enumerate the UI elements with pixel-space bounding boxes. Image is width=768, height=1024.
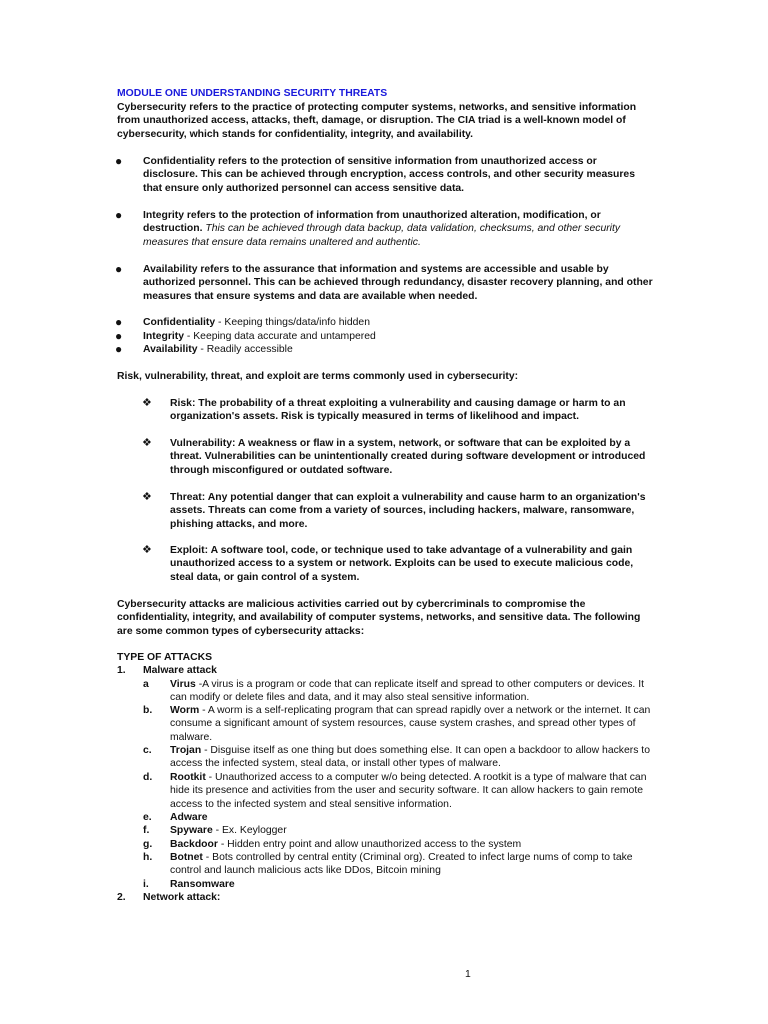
cia-short-desc: - Readily accessible (197, 344, 293, 355)
diamond-bullet-icon: ❖ (142, 437, 152, 449)
bullet-icon: ● (115, 262, 123, 276)
diamond-bullet-icon: ❖ (142, 397, 152, 409)
sub-letter: f. (143, 825, 150, 836)
sub-letter: a (143, 679, 149, 690)
malware-desc: - A worm is a self-replicating program that can spread rapidly over a network or the internet. It can consume a significant amount of system resources, cause system crashes, and spread other types of malware. (170, 705, 651, 743)
term-risk: Risk: The probability of a threat exploiting a vulnerability and causing damage or harm to an organization's assets. Risk is typically measured in terms of likelihood and impact. (170, 398, 626, 423)
malware-term: Virus (170, 679, 196, 690)
cia-short-desc: - Keeping data accurate and untampered (184, 331, 376, 342)
malware-desc: - Ex. Keylogger (212, 825, 287, 836)
list-label-network: Network attack: (143, 892, 221, 903)
cia-short-term: Integrity (143, 331, 184, 342)
sub-letter: c. (143, 745, 152, 756)
cia-item-integrity (143, 209, 653, 249)
term-vulnerability: Vulnerability: A weakness or flaw in a system, network, or software that can be exploited by a threat. Vulnerabilities can be unintentionally created during software development or introduced through misconfigured or outdated software. (170, 438, 646, 476)
bullet-icon: ● (115, 342, 123, 356)
malware-desc: - Bots controlled by central entity (Criminal org). Created to infect large nums of comp to take control and launch malicious acts like DDos, Bitcoin mining (170, 852, 633, 877)
malware-item-spyware (170, 824, 655, 837)
cia-item-text: Confidentiality refers to the protection of sensitive information from unauthorized access or disclosure. This can be achieved through encryption, access controls, and other security measures that ensure only authorized personnel can access sensitive data. (143, 156, 635, 194)
malware-term: Ransomware (170, 879, 235, 890)
sub-letter: h. (143, 852, 153, 863)
cia-short-term: Availability (143, 344, 198, 355)
types-heading: TYPE OF ATTACKS (117, 652, 213, 663)
sub-letter: i. (143, 879, 149, 890)
page-title: MODULE ONE UNDERSTANDING SECURITY THREATS (117, 88, 388, 99)
sub-letter: b. (143, 705, 153, 716)
cia-short-item (143, 316, 653, 329)
malware-desc: - Hidden entry point and allow unauthorized access to the system (217, 839, 522, 850)
malware-term: Trojan (170, 745, 202, 756)
sub-letter: e. (143, 812, 152, 823)
attacks-intro: Cybersecurity attacks are malicious activities carried out by cybercriminals to compromise the confidentiality, integrity, and availability of computer systems, networks, and sensitive data. The following are some common types of cybersecurity attacks: (117, 599, 641, 637)
diamond-bullet-icon: ❖ (142, 491, 152, 503)
cia-item-text: Integrity refers to the protection of information from unauthorized alteration, modification, or destruction. (143, 210, 601, 235)
cia-short-item (143, 330, 653, 343)
cia-short-item (143, 343, 653, 356)
cia-item-text: Availability refers to the assurance that information and systems are accessible and usable by authorized personnel. This can be achieved through redundancy, disaster recovery planning, and other measures that ensure systems and data are available when needed. (143, 264, 653, 302)
list-label-malware: Malware attack (143, 665, 217, 676)
cia-item-italic-text: This can be achieved through data backup, data validation, checksums, and other security measures that ensure data remains unaltered and authentic. (143, 223, 621, 248)
list-number: 1. (117, 665, 126, 676)
bullet-icon: ● (115, 154, 123, 168)
term-exploit: Exploit: A software tool, code, or technique used to take advantage of a vulnerability and gain unauthorized access to a system or network. Exploits can be used to execute malicious code, steal data, or gain control of a system. (170, 545, 634, 583)
bullet-icon: ● (115, 329, 123, 343)
sub-letter: d. (143, 772, 153, 783)
malware-item-ransomware (170, 878, 655, 891)
terms-intro: Risk, vulnerability, threat, and exploit are terms commonly used in cybersecurity: (117, 371, 519, 382)
bullet-icon: ● (115, 208, 123, 222)
malware-term: Backdoor (170, 839, 218, 850)
malware-item-backdoor (170, 838, 655, 851)
malware-desc: -A virus is a program or code that can replicate itself and spread to other computers or devices. It can modify or delete files and data, and it may also steal sensitive information. (170, 679, 644, 704)
cia-short-term: Confidentiality (143, 317, 216, 328)
list-number: 2. (117, 892, 126, 903)
cia-short-desc: - Keeping things/data/info hidden (215, 317, 370, 328)
malware-item-worm (170, 704, 655, 744)
bullet-icon: ● (115, 315, 123, 329)
malware-item-trojan (170, 744, 655, 771)
malware-item-rootkit (170, 771, 655, 811)
malware-desc: - Disguise itself as one thing but does something else. It can open a backdoor to allow hackers to access the infected system, steal data, or install other types of malware. (170, 745, 650, 770)
sub-letter: g. (143, 839, 153, 850)
term-threat: Threat: Any potential danger that can exploit a vulnerability and cause harm to an organization's assets. Threats can come from a variety of sources, including hackers, malware, ransomware, phishing attacks, and more. (170, 492, 646, 530)
cia-item-availability (143, 263, 653, 303)
malware-item-adware (170, 811, 655, 824)
malware-term: Botnet (170, 852, 203, 863)
malware-term: Adware (170, 812, 208, 823)
malware-item-botnet (170, 851, 655, 878)
intro-paragraph: Cybersecurity refers to the practice of protecting computer systems, networks, and sensitive information from unauthorized access, attacks, theft, damage, or disruption. The CIA triad is a well-known model of cybersecurity, which stands for confidentiality, integrity, and availability. (117, 102, 637, 140)
page-number: 1 (465, 969, 471, 980)
diamond-bullet-icon: ❖ (142, 544, 152, 556)
malware-term: Worm (170, 705, 200, 716)
malware-term: Spyware (170, 825, 213, 836)
cia-item-confidentiality (143, 155, 653, 195)
malware-term: Rootkit (170, 772, 206, 783)
malware-desc: - Unauthorized access to a computer w/o being detected. A rootkit is a type of malware that can hide its presence and activities from the user and security software. It can allow hackers to gain remote access to the infected system and steal sensitive information. (170, 772, 647, 810)
malware-item-virus (170, 678, 655, 705)
